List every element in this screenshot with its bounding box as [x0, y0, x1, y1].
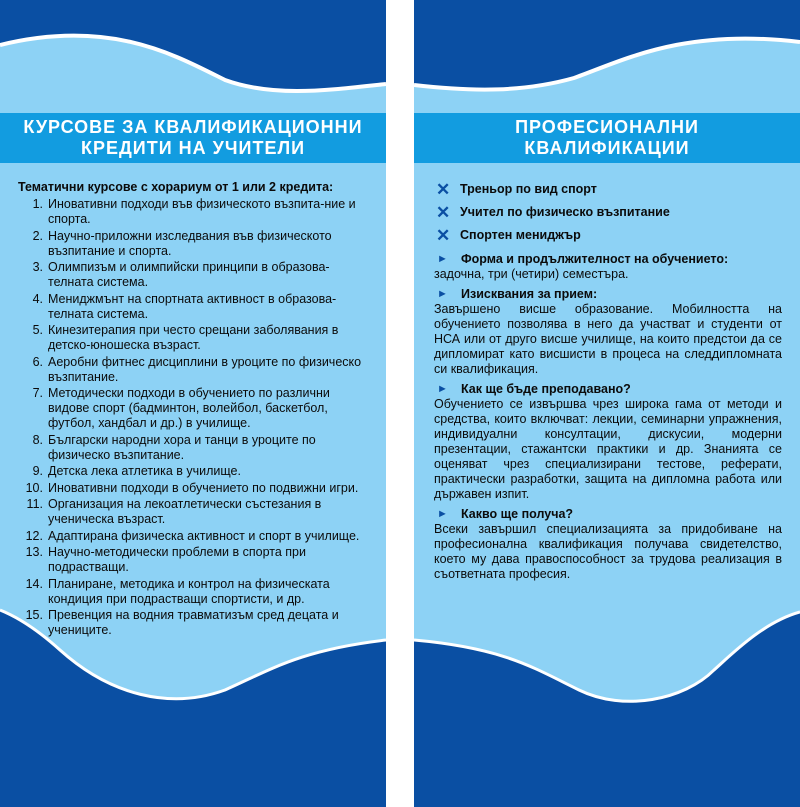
list-item-number: 9.: [32, 464, 43, 478]
section-heading: [434, 287, 782, 302]
courses-intro: Тематични курсове с хорариум от 1 или 2 кредита:: [18, 180, 334, 194]
list-item-text: Кинезитерапия при често срещани заболявания в детско-юношеска възраст.: [48, 323, 339, 352]
arrow-bullet-icon: ►: [437, 383, 448, 395]
list-item: [18, 497, 370, 527]
left-title-line1: КУРСОВЕ ЗА КВАЛИФИКАЦИОННИ: [23, 117, 363, 137]
list-item-text: Методически подходи в обучението по различни видове спорт (бадминтон, волейбол, баскетбол, футбол, хандбал и др.) в училище.: [48, 386, 330, 430]
section-text: Обучението се извършва чрез широка гама от методи и средства, които включват: лекции, семинарни упражнения, индивидуални консултации, дискусии, модерни презентации, стажантски практики и др. Знанията се оценяват чрез специализирани тестове, реферати, практически разработки, защита на дипломна работа или държавен изпит.: [434, 397, 782, 501]
section-heading-text: Какво ще получа?: [461, 507, 574, 521]
list-item-number: 6.: [32, 354, 43, 369]
list-item-number: 8.: [32, 432, 43, 447]
right-content: [434, 178, 782, 582]
right-title-bar: [414, 113, 800, 163]
list-item-text: Иновативни подходи в обучението по подвижни игри.: [48, 480, 359, 495]
list-item-number: 7.: [32, 386, 43, 400]
right-panel: [414, 0, 800, 807]
section-heading: [434, 507, 782, 522]
list-item-number: 3.: [32, 260, 43, 274]
list-item-text: Олимпизъм и олимпийски принципи в образова-телната система.: [48, 260, 330, 289]
cross-bullet-icon: ✕: [436, 203, 451, 222]
list-item-text: Детска лека атлетика в училище.: [48, 464, 241, 478]
list-item-text: Аеробни фитнес дисциплини в уроците по физическо възпитание.: [48, 354, 362, 384]
list-item-text: Иновативни подходи във физическото възпита-ние и спорта.: [48, 197, 356, 226]
list-item: [18, 355, 370, 385]
list-item-number: 2.: [32, 228, 43, 243]
list-item-number: 11.: [26, 497, 43, 511]
section-heading-text: Форма и продължителност на обучението:: [461, 252, 729, 266]
list-item: [18, 608, 370, 638]
list-item-number: 4.: [32, 291, 43, 306]
list-item: [18, 529, 370, 544]
arrow-bullet-icon: ►: [437, 253, 448, 265]
list-item: [18, 433, 370, 463]
list-item: [18, 197, 370, 227]
right-title-line2: КВАЛИФИКАЦИИ: [524, 138, 690, 158]
qualification-item: [434, 224, 782, 247]
list-item-number: 12.: [25, 528, 43, 543]
list-item-text: Превенция на водния травматизъм сред децата и учениците.: [48, 608, 339, 637]
course-list: [18, 197, 370, 638]
section-text: задочна, три (четири) семестъра.: [434, 267, 629, 281]
list-item: [18, 386, 370, 431]
section-heading-text: Изисквания за прием:: [461, 287, 598, 301]
list-item-number: 5.: [32, 323, 43, 337]
section-text: Всеки завършил специализацията за придобиване на професионална квалификация получава свидетелство, което му дава правоспособност за трудова реализация в съответната професия.: [434, 522, 782, 581]
section-heading: [434, 382, 782, 397]
list-item-text: Научно-приложни изследвания във физическото възпитание и спорта.: [48, 228, 332, 258]
right-title-line1: ПРОФЕСИОНАЛНИ: [515, 117, 699, 137]
section-heading: [434, 252, 782, 267]
list-item: [18, 577, 370, 607]
qualification-label: Треньор по вид спорт: [460, 182, 597, 196]
list-item-text: Научно-методически проблеми в спорта при подрастващи.: [48, 545, 306, 574]
list-item-number: 1.: [32, 197, 43, 211]
list-item: [18, 260, 370, 290]
list-item-number: 10.: [25, 480, 43, 495]
arrow-bullet-icon: ►: [437, 288, 448, 300]
list-item: [18, 464, 370, 479]
cross-bullet-icon: ✕: [436, 226, 451, 245]
qualification-label: Спортен мениджър: [460, 228, 581, 242]
list-item-number: 15.: [25, 608, 43, 622]
list-item-text: Мениджмънт на спортната активност в образова-телната система.: [48, 291, 337, 321]
left-title-line2: КРЕДИТИ НА УЧИТЕЛИ: [80, 138, 306, 158]
section-heading-text: Как ще бъде преподавано?: [461, 382, 631, 396]
left-content: [18, 180, 370, 640]
list-item: [18, 323, 370, 353]
list-item-text: Адаптирана физическа активност и спорт в училище.: [48, 528, 360, 543]
list-item: [18, 481, 370, 496]
left-title-bar: [0, 113, 386, 163]
list-item: [18, 229, 370, 259]
left-panel: [0, 0, 386, 807]
cross-bullet-icon: ✕: [436, 180, 451, 199]
arrow-bullet-icon: ►: [437, 508, 448, 520]
list-item-number: 13.: [25, 545, 43, 559]
list-item: [18, 545, 370, 575]
list-item-number: 14.: [25, 576, 43, 591]
qualification-item: [434, 201, 782, 224]
list-item-text: Организация на лекоатлетически състезания в ученическа възраст.: [48, 497, 322, 526]
qualification-label: Учител по физическо възпитание: [460, 205, 670, 219]
section-text: Завършено висше образование. Мобилността на обучението позволява в него да участват и студенти от НСА или от друго висше училище, на които предстои да се дипломират като висшисти в процеса на следдипломната си квалификация.: [434, 302, 782, 376]
list-item-text: Български народни хора и танци в уроците по физическо възпитание.: [48, 432, 316, 462]
list-item-text: Планиране, методика и контрол на физическата кондиция при подрастващи спортисти, и др.: [48, 576, 330, 606]
list-item: [18, 292, 370, 322]
qualification-item: [434, 178, 782, 201]
